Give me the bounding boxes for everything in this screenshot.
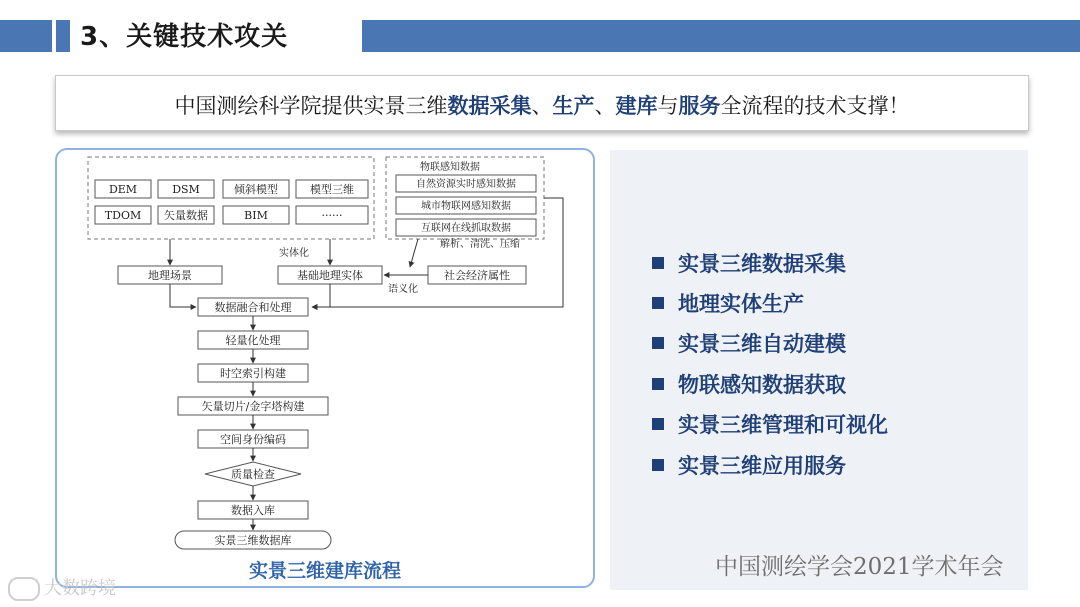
semantic-note: 语义化 [388, 284, 418, 295]
feature-item-label: 地理实体生产 [678, 292, 804, 316]
grid-label-model3d: 模型三维 [310, 183, 354, 196]
iot-label-natural: 自然资源实时感知数据 [416, 179, 516, 190]
iot-label-city: 城市物联网感知数据 [421, 201, 511, 212]
feature-item [652, 288, 804, 318]
conference-footer: 中国测绘学会2021学术年会 [715, 554, 1004, 580]
bullet-square-icon [652, 257, 664, 269]
quality-label: 质量检查 [231, 468, 275, 481]
connector [170, 284, 196, 307]
feature-item-label: 物联感知数据获取 [678, 373, 846, 397]
bullet-square-icon [652, 378, 664, 390]
feature-item [652, 450, 846, 480]
feature-item-label: 实景三维数据采集 [678, 252, 846, 276]
grid-label-tdom: TDOM [104, 209, 142, 222]
scene-label: 地理场景 [148, 269, 192, 282]
banner-text-part: 全流程的技术支撑！ [720, 94, 910, 118]
banner-text-part: 中国测绘科学院提供实景三维 [174, 94, 448, 118]
feature-item-label: 实景三维自动建模 [678, 332, 846, 356]
banner-highlight: 数据采集 [447, 94, 532, 118]
feature-item [652, 409, 888, 439]
iot-process-note: 解析、清洗、压缩 [440, 239, 520, 250]
banner-text-part: 、 [594, 94, 616, 118]
connector [312, 284, 330, 307]
banner-highlight: 建库 [615, 94, 658, 118]
iot-label-internet: 互联网在线抓取数据 [421, 223, 511, 234]
step-label-encoding: 空间身份编码 [220, 433, 286, 446]
grid-label-oblique: 倾斜模型 [234, 183, 278, 196]
feature-item-label: 实景三维应用服务 [678, 454, 846, 478]
watermark-text: 大数跨境 [44, 578, 116, 599]
grid-label-bim: BIM [244, 209, 268, 222]
bullet-square-icon [652, 418, 664, 430]
iot-group-content [396, 160, 536, 236]
banner-text-part: 、 [531, 94, 553, 118]
banner-highlight: 服务 [678, 94, 721, 118]
watermark-logo-icon [8, 577, 40, 601]
social-label: 社会经济属性 [444, 269, 510, 282]
source-data-grid [95, 180, 368, 224]
storage-label: 数据入库 [231, 504, 275, 517]
feature-item-label: 实景三维管理和可视化 [678, 413, 888, 437]
iot-title: 物联感知数据 [420, 162, 480, 173]
step-label-fusion: 数据融合和处理 [214, 301, 292, 314]
connector [410, 239, 418, 267]
step-label-lightweight: 轻量化处理 [225, 334, 281, 347]
entity-label: 基础地理实体 [297, 269, 363, 282]
grid-label-dem: DEM [108, 183, 138, 196]
watermark [8, 574, 116, 601]
feature-item [652, 248, 846, 278]
bullet-square-icon [652, 297, 664, 309]
entity-note: 实体化 [279, 248, 309, 259]
step-label-index: 时空索引构建 [220, 367, 286, 380]
page-title: 3、关键技术攻关 [80, 22, 289, 52]
bullet-square-icon [652, 337, 664, 349]
banner-highlight: 生产 [552, 94, 595, 118]
bullet-square-icon [652, 459, 664, 471]
feature-item [652, 369, 846, 399]
flowchart-caption: 实景三维建库流程 [248, 560, 401, 582]
grid-label-more: ······ [321, 209, 343, 222]
database-label: 实景三维数据库 [214, 534, 292, 547]
grid-label-vector: 矢量数据 [164, 209, 208, 222]
feature-item [652, 328, 846, 358]
grid-label-dsm: DSM [172, 183, 200, 196]
banner-text-part: 与 [657, 94, 679, 118]
step-label-tiling: 矢量切片/金字塔构建 [201, 400, 305, 413]
